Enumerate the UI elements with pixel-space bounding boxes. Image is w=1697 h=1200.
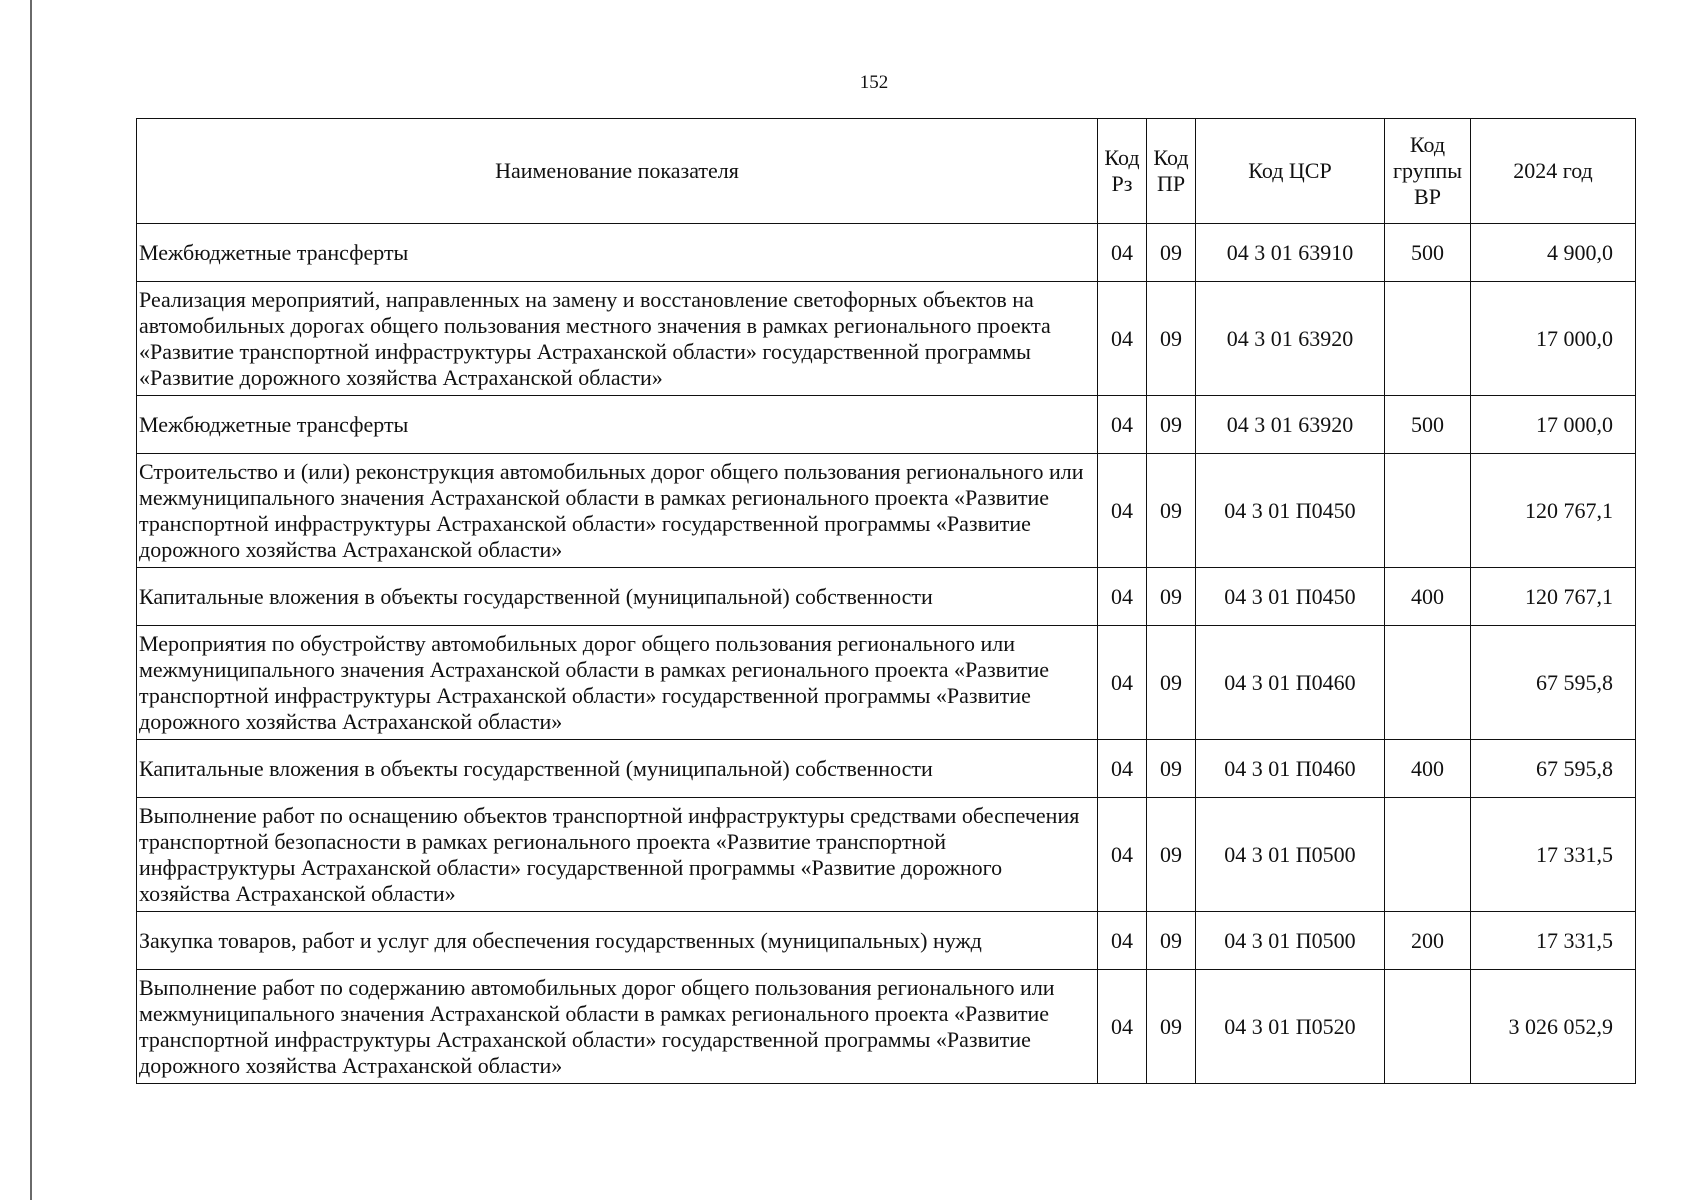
table-row xyxy=(137,224,1636,282)
row-rz: 04 xyxy=(1098,396,1147,454)
row-amount: 17 331,5 xyxy=(1471,912,1636,970)
row-vr xyxy=(1385,282,1471,396)
row-vr xyxy=(1385,626,1471,740)
left-margin-line xyxy=(30,0,32,1200)
row-rz: 04 xyxy=(1098,970,1147,1084)
header-year: 2024 год xyxy=(1471,119,1636,224)
row-pr: 09 xyxy=(1147,224,1196,282)
page-number: 152 xyxy=(859,72,889,93)
row-amount: 17 000,0 xyxy=(1471,396,1636,454)
row-csr: 04 3 01 63910 xyxy=(1196,224,1385,282)
row-rz: 04 xyxy=(1098,912,1147,970)
row-csr: 04 3 01 П0450 xyxy=(1196,568,1385,626)
table-row xyxy=(137,740,1636,798)
row-rz: 04 xyxy=(1098,740,1147,798)
row-pr: 09 xyxy=(1147,740,1196,798)
header-pr: Код ПР xyxy=(1147,119,1196,224)
row-csr: 04 3 01 П0520 xyxy=(1196,970,1385,1084)
row-amount: 17 331,5 xyxy=(1471,798,1636,912)
header-name: Наименование показателя xyxy=(137,119,1098,224)
row-pr: 09 xyxy=(1147,970,1196,1084)
table-row xyxy=(137,396,1636,454)
header-vr: Код группы ВР xyxy=(1385,119,1471,224)
row-pr: 09 xyxy=(1147,912,1196,970)
row-csr: 04 3 01 63920 xyxy=(1196,396,1385,454)
row-vr xyxy=(1385,454,1471,568)
row-pr: 09 xyxy=(1147,454,1196,568)
table-row xyxy=(137,912,1636,970)
header-csr: Код ЦСР xyxy=(1196,119,1385,224)
row-pr: 09 xyxy=(1147,626,1196,740)
row-amount: 67 595,8 xyxy=(1471,740,1636,798)
row-csr: 04 3 01 П0500 xyxy=(1196,912,1385,970)
row-name: Межбюджетные трансферты xyxy=(137,396,1098,454)
row-name: Закупка товаров, работ и услуг для обеспечения государственных (муниципальных) нужд xyxy=(137,912,1098,970)
row-rz: 04 xyxy=(1098,454,1147,568)
row-vr xyxy=(1385,798,1471,912)
row-name: Капитальные вложения в объекты государственной (муниципальной) собственности xyxy=(137,740,1098,798)
row-amount: 120 767,1 xyxy=(1471,568,1636,626)
row-csr: 04 3 01 П0460 xyxy=(1196,740,1385,798)
row-name: Реализация мероприятий, направленных на замену и восстановление светофорных объектов на автомобильных дорогах общего пользования местного значения в рамках регионального проекта «Развитие транспортной инфраструктуры Астраханской области» государственной программы «Развитие дорожного хозяйства Астраханской области» xyxy=(137,282,1098,396)
row-vr: 400 xyxy=(1385,568,1471,626)
table-row xyxy=(137,454,1636,568)
table-row xyxy=(137,970,1636,1084)
row-rz: 04 xyxy=(1098,224,1147,282)
row-vr: 500 xyxy=(1385,396,1471,454)
row-name: Строительство и (или) реконструкция автомобильных дорог общего пользования регионального или межмуниципального значения Астраханской области в рамках регионального проекта «Развитие транспортной инфраструктуры Астраханской области» государственной программы «Развитие дорожного хозяйства Астраханской области» xyxy=(137,454,1098,568)
row-vr: 200 xyxy=(1385,912,1471,970)
table-row xyxy=(137,282,1636,396)
table-header-row xyxy=(137,119,1636,224)
row-rz: 04 xyxy=(1098,282,1147,396)
row-vr xyxy=(1385,970,1471,1084)
row-csr: 04 3 01 П0460 xyxy=(1196,626,1385,740)
row-amount: 17 000,0 xyxy=(1471,282,1636,396)
row-vr: 400 xyxy=(1385,740,1471,798)
row-pr: 09 xyxy=(1147,396,1196,454)
row-name: Выполнение работ по содержанию автомобильных дорог общего пользования регионального или межмуниципального значения Астраханской области в рамках регионального проекта «Развитие транспортной инфраструктуры Астраханской области» государственной программы «Развитие дорожного хозяйства Астраханской области» xyxy=(137,970,1098,1084)
row-pr: 09 xyxy=(1147,568,1196,626)
row-name: Выполнение работ по оснащению объектов транспортной инфраструктуры средствами обеспечения транспортной безопасности в рамках регионального проекта «Развитие транспортной инфраструктуры Астраханской области» государственной программы «Развитие дорожного хозяйства Астраханской области» xyxy=(137,798,1098,912)
row-name: Мероприятия по обустройству автомобильных дорог общего пользования регионального или межмуниципального значения Астраханской области в рамках регионального проекта «Развитие транспортной инфраструктуры Астраханской области» государственной программы «Развитие дорожного хозяйства Астраханской области» xyxy=(137,626,1098,740)
row-rz: 04 xyxy=(1098,568,1147,626)
table-row xyxy=(137,798,1636,912)
row-csr: 04 3 01 63920 xyxy=(1196,282,1385,396)
row-csr: 04 3 01 П0500 xyxy=(1196,798,1385,912)
row-pr: 09 xyxy=(1147,282,1196,396)
row-vr: 500 xyxy=(1385,224,1471,282)
row-name: Капитальные вложения в объекты государственной (муниципальной) собственности xyxy=(137,568,1098,626)
row-amount: 67 595,8 xyxy=(1471,626,1636,740)
row-rz: 04 xyxy=(1098,626,1147,740)
row-amount: 120 767,1 xyxy=(1471,454,1636,568)
table-row xyxy=(137,568,1636,626)
row-name: Межбюджетные трансферты xyxy=(137,224,1098,282)
table-row xyxy=(137,626,1636,740)
row-rz: 04 xyxy=(1098,798,1147,912)
row-amount: 3 026 052,9 xyxy=(1471,970,1636,1084)
row-csr: 04 3 01 П0450 xyxy=(1196,454,1385,568)
budget-table xyxy=(136,118,1636,1084)
row-amount: 4 900,0 xyxy=(1471,224,1636,282)
header-rz: Код Рз xyxy=(1098,119,1147,224)
row-pr: 09 xyxy=(1147,798,1196,912)
